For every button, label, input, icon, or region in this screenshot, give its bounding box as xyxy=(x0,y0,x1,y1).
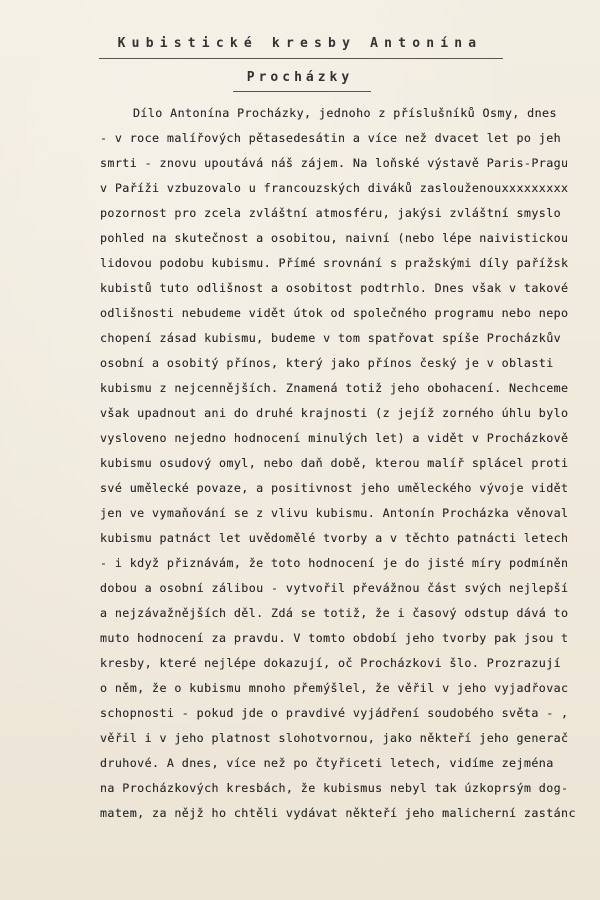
text-line: své umělecké povaze, a positivnost jeho uměleckého vývoje vidět xyxy=(100,481,569,495)
text-line: chopení zásad kubismu, budeme v tom spatřovat spíše Procházkův xyxy=(100,331,562,345)
text-line: v Paříži vzbuzovalo u francouzských diváků zaslouženouxxxxxxxxx xyxy=(100,181,569,195)
text-line: pohled na skutečnost a osobitou, naivní (nebo lépe naivistickou xyxy=(100,231,569,245)
text-line: osobní a osobitý přínos, který jako přínos český je v oblasti xyxy=(100,356,554,370)
sub-title-underline xyxy=(233,91,371,92)
text-line: - i když přiznávám, že toto hodnocení je do jisté míry podmíněn xyxy=(100,556,569,570)
text-line: kubismu osudový omyl, nebo daň době, kterou malíř splácel proti xyxy=(100,456,569,470)
text-line: o něm, že o kubismu mnoho přemýšlel, že věřil v jeho vyjadřovac xyxy=(100,681,569,695)
text-line: kubismu patnáct let uvědomělé tvorby a v těchto patnácti letech xyxy=(100,531,569,545)
text-line: pozornost pro zcela zvláštní atmosféru, jakýsi zvláštní smyslo xyxy=(100,206,562,220)
text-line: smrti - znovu upoutává náš zájem. Na loňské výstavě Paris-Pragu xyxy=(100,156,569,170)
text-line: odlišnosti nebudeme vidět útok od společného programu nebo nepo xyxy=(100,306,569,320)
text-line: kresby, které nejlépe dokazují, oč Procházkovi šlo. Prozrazují xyxy=(100,656,562,670)
text-line: - v roce malířových pětasedesátin a více než dvacet let po jeh xyxy=(100,131,562,145)
header-title: Kubistické kresby Antonína xyxy=(117,36,483,51)
text-line: lidovou podobu kubismu. Přímé srovnání s pražskými díly pařížsk xyxy=(100,256,569,270)
text-line: a nejzávažnějších děl. Zdá se totiž, že i časový odstup dává to xyxy=(100,606,569,620)
text-line: věřil i v jeho platnost slohotvornou, jako někteří jeho generač xyxy=(100,731,569,745)
text-line: Dílo Antonína Procházky, jednoho z příslušníků Osmy, dnes xyxy=(133,106,557,120)
text-line: kubistů tuto odlišnost a osobitost podtrhlo. Dnes však v takové xyxy=(100,281,569,295)
text-line: schopnosti - pokud jde o pravdivé vyjádření soudobého světa - , xyxy=(100,706,569,720)
text-line: kubismu z nejcennějších. Znamená totiž jeho obohacení. Nechceme xyxy=(100,381,569,395)
header-underline xyxy=(99,58,503,59)
text-line: vysloveno nejedno hodnocení minulých let) a vidět v Procházkově xyxy=(100,431,569,445)
text-line: však upadnout ani do druhé krajnosti (z jejíž zorného úhlu bylo xyxy=(100,406,569,420)
sub-title: Procházky xyxy=(246,70,354,85)
text-line: dobou a osobní zálibou - vytvořil převážnou část svých nejlepší xyxy=(100,581,569,595)
text-line: druhové. A dnes, více než po čtyřiceti letech, vidíme zejména xyxy=(100,756,554,770)
text-line: na Procházkových kresbách, že kubismus nebyl tak úzkoprsým dog- xyxy=(100,781,569,795)
text-line: muto hodnocení za pravdu. V tomto období jeho tvorby pak jsou t xyxy=(100,631,569,645)
text-line: matem, za nějž ho chtěli vydávat někteří jeho malicherní zastánc xyxy=(100,806,576,820)
text-line: jen ve vymaňování se z vlivu kubismu. Antonín Procházka věnoval xyxy=(100,506,569,520)
